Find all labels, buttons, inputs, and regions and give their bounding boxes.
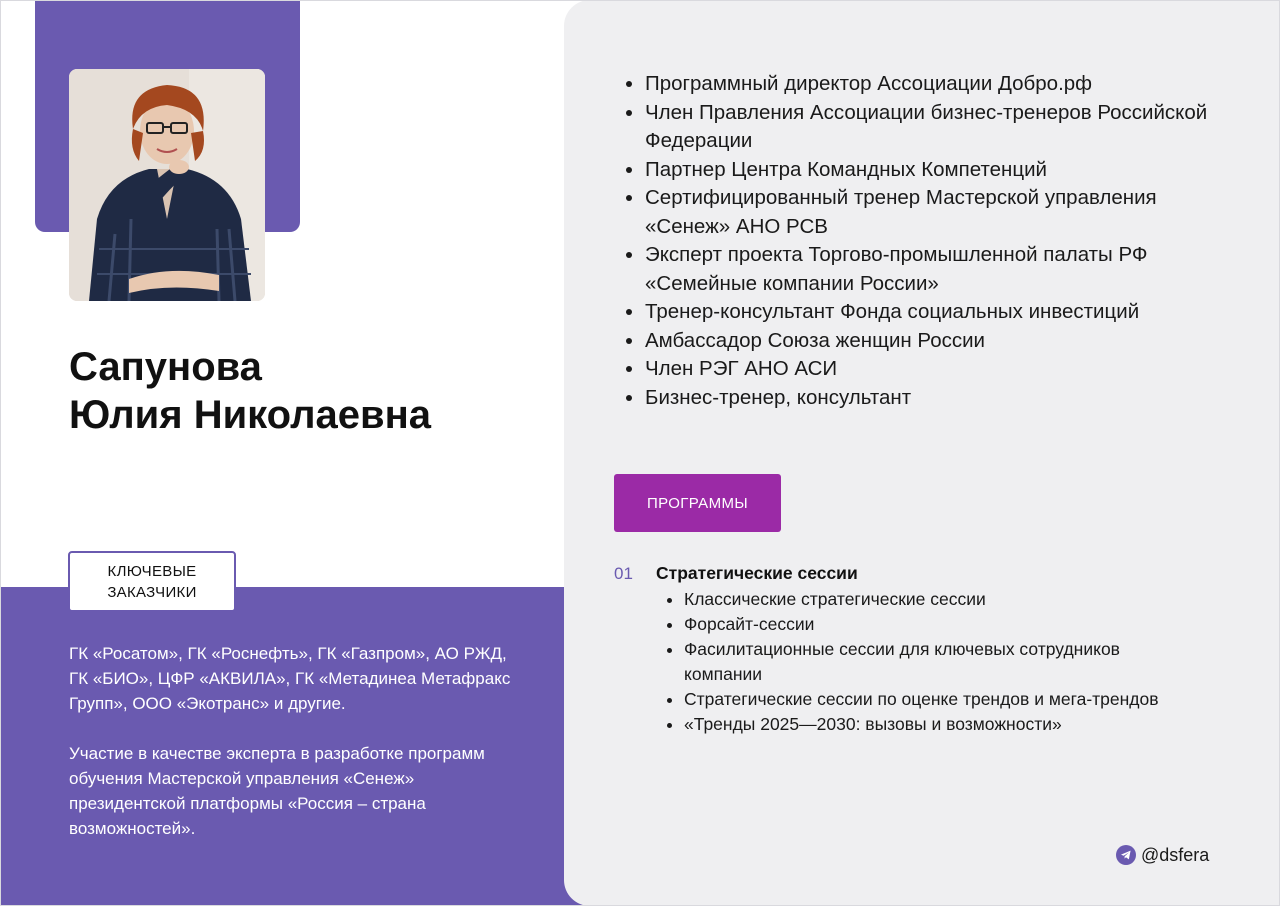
badge-line-1: КЛЮЧЕВЫЕ [107, 562, 197, 580]
role-item: • Сертифицированный тренер Мастерской управления «Сенеж» АНО РСВ [645, 184, 1245, 241]
program-subitems-list [660, 587, 1164, 737]
clients-list-text: ГК «Росатом», ГК «Роснефть», ГК «Газпром», АО РЖД, ГК «БИО», ЦФР «АКВИЛА», ГК «Метадинеа Метафракс Групп», ООО «Экотранс» и другие. [69, 644, 511, 713]
telegram-handle[interactable] [1116, 843, 1209, 867]
roles-list [620, 70, 1245, 412]
role-item: • Член Правления Ассоциации бизнес-тренеров Российской Федерации [645, 99, 1245, 156]
program-subitem: • Стратегические сессии по оценке трендов и мега-трендов [684, 687, 1164, 712]
badge-line-2: ЗАКАЗЧИКИ [107, 583, 197, 601]
program-subitem: • Классические стратегические сессии [684, 587, 1164, 612]
role-item: • Тренер-консультант Фонда социальных инвестиций [645, 298, 1245, 327]
profile-photo [69, 69, 265, 301]
program-title: Стратегические сессии [656, 563, 858, 583]
program-subitem: • Форсайт-сессии [684, 612, 1164, 637]
role-item: • Эксперт проекта Торгово-промышленной палаты РФ «Семейные компании России» [645, 241, 1245, 298]
program-subitem: • «Тренды 2025—2030: вызовы и возможности» [684, 712, 1164, 737]
program-subitem: • Фасилитационные сессии для ключевых сотрудников компании [684, 637, 1164, 687]
key-clients-badge [68, 551, 236, 612]
role-item: • Программный директор Ассоциации Добро.рф [645, 70, 1245, 99]
name-line-2: Юлия Николаевна [69, 393, 432, 437]
person-name [69, 343, 431, 439]
handle-text: @dsfera [1141, 844, 1210, 865]
program-number: 01 [614, 564, 633, 583]
programs-button[interactable]: ПРОГРАММЫ [614, 474, 781, 532]
role-item: • Бизнес-тренер, консультант [645, 384, 1245, 413]
telegram-icon [1116, 845, 1136, 865]
role-item: • Член РЭГ АНО АСИ [645, 355, 1245, 384]
role-item: • Партнер Центра Командных Компетенций [645, 156, 1245, 185]
role-item: • Амбассадор Союза женщин России [645, 327, 1245, 356]
name-line-1: Сапунова [69, 345, 262, 389]
expert-participation-text: Участие в качестве эксперта в разработке программ обучения Мастерской управления «Сенеж» президентской платформы «Россия – страна возможностей». [69, 744, 485, 838]
